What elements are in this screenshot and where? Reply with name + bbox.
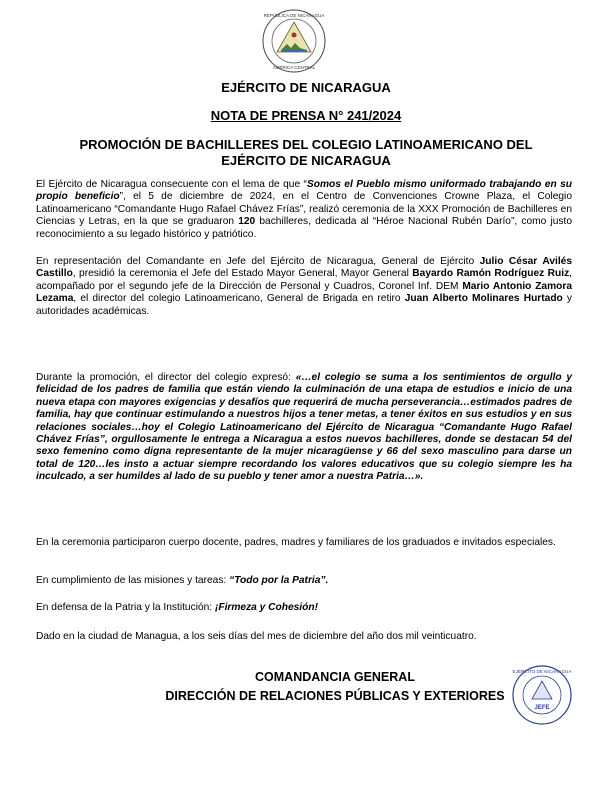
svg-text:JEFE: JEFE (534, 705, 550, 711)
slogan: “Todo por la Patria”. (229, 575, 329, 586)
paragraph-4: En la ceremonia participaron cuerpo docente, padres, madres y familiares de los graduados e invitados especiales. (36, 537, 556, 548)
paragraph-2: En representación del Comandante en Jefe del Ejército de Nicaragua, General de Ejército Julio César Avilés Castillo, presidió la ceremonia el Jefe del Estado Mayor General, Mayor General Bayardo Ramón Rodríguez Ruiz, acompañado por el segundo jefe de la Dirección de Personal y Cuadros, Coronel Inf. DEM Mario Antonio Zamora Lezama, el director del colegio Latinoamericano, General de Brigada en retiro Juan Alberto Molinares Hurtado y autoridades académicas. (36, 256, 573, 317)
paragraph-1: El Ejército de Nicaragua consecuente con el lema de que “Somos el Pueblo mismo uniformado trabajando en su propio beneficio”, el 5 de diciembre de 2024, en el Centro de Convenciones Crowne Plaza, el Colegio Latinoamericano “Comandante Hugo Rafael Chávez Frías”, realizó ceremonia de la XXX Promoción de Bachilleres en Ciencias y Letras, en la que se graduaron 120 bachilleres, dedicada al “Héroe Nacional Rubén Darío”, como justo reconocimiento a su legado histórico y patriótico. (36, 179, 572, 240)
motto-quote: Somos el Pueblo mismo uniformado trabajando en su propio beneficio (36, 179, 572, 203)
person-name: Bayardo Ramón Rodríguez Ruiz (412, 268, 570, 280)
nicaragua-coat-of-arms-seal (261, 8, 327, 74)
organization-title: EJÉRCITO DE NICARAGUA (221, 80, 391, 95)
document-headline (0, 137, 612, 169)
svg-text:AMÉRICA CENTRAL: AMÉRICA CENTRAL (272, 65, 316, 70)
paragraph-5: En cumplimiento de las misiones y tareas: “Todo por la Patria”. (36, 575, 329, 586)
slogan: ¡Firmeza y Cohesión! (214, 602, 318, 613)
person-name: Julio César Avilés Castillo (36, 256, 572, 280)
person-name: Juan Alberto Molinares Hurtado (404, 293, 563, 305)
svg-text:EJÉRCITO DE NICARAGUA: EJÉRCITO DE NICARAGUA (512, 669, 572, 674)
person-name: Mario Antonio Zamora Lezama (36, 280, 572, 305)
jefe-stamp-seal (511, 664, 573, 726)
signature-line-1: COMANDANCIA GENERAL (255, 670, 415, 684)
headline-line-1: PROMOCIÓN DE BACHILLERES DEL COLEGIO LATINOAMERICANO DEL (79, 137, 533, 152)
svg-text:REPÚBLICA DE NICARAGUA: REPÚBLICA DE NICARAGUA (263, 13, 325, 18)
paragraph-3: Durante la promoción, el director del colegio expresó: «…el colegio se suma a los sentimientos de orgullo y felicidad de los padres de familia que están viendo la culminación de una etapa de estudios e inicio de una nueva etapa con mayores exigencias y desafíos que requerirá de mucha perseverancia…estimados padres de familia, hay que continuar estimulando a nuestros hijos a tener metas, a tener éxitos en sus estudios y en sus relaciones sociales…hoy el Colegio Latinoamericano del Ejército de Nicaragua “Comandante Hugo Rafael Chávez Frías”, orgullosamente le entrega a Nicaragua a estos nuevos bachilleres, donde se destacan 54 del sexo femenino como digna representante de la mujer nicaragüense y 66 del sexo masculino para darse un total de 120…les insto a actuar siempre recordando los valores educativos que su colegio siempre les ha inculcado, a ser humildes al lado de su pueblo y tener amor a nuestra Patria…». (36, 372, 572, 483)
headline-line-2: EJÉRCITO DE NICARAGUA (221, 153, 391, 168)
graduate-count: 120 (238, 216, 256, 228)
press-note-number: NOTA DE PRENSA N° 241/2024 (210, 108, 402, 123)
signature-line-2: DIRECCIÓN DE RELACIONES PÚBLICAS Y EXTERIORES (165, 689, 505, 703)
director-quote: «…el colegio se suma a los sentimientos de orgullo y felicidad de los padres de familia que están viendo la culminación de una etapa de estudios e inicio de una nueva etapa con mayores exigencias y desafíos que requerirá de mucha perseverancia…estimados padres de familia, hay que continuar estimulando a nuestros hijos a tener metas, a tener éxitos en sus estudios y en sus relaciones sociales…hoy el Colegio Latinoamericano del Ejército de Nicaragua “Comandante Hugo Rafael Chávez Frías”, orgullosamente le entrega a Nicaragua a estos nuevos bachilleres, donde se destacan 54 del sexo femenino como digna representante de la mujer nicaragüense y 66 del sexo masculino para darse un total de 120…les insto a actuar siempre recordando los valores educativos que su colegio siempre les ha inculcado, a ser humildes al lado de su pueblo y tener amor a nuestra Patria…». (36, 372, 572, 483)
date-line: Dado en la ciudad de Managua, a los seis días del mes de diciembre del año dos mil veinticuatro. (36, 631, 477, 642)
paragraph-6: En defensa de la Patria y la Institución: ¡Firmeza y Cohesión! (36, 602, 318, 613)
